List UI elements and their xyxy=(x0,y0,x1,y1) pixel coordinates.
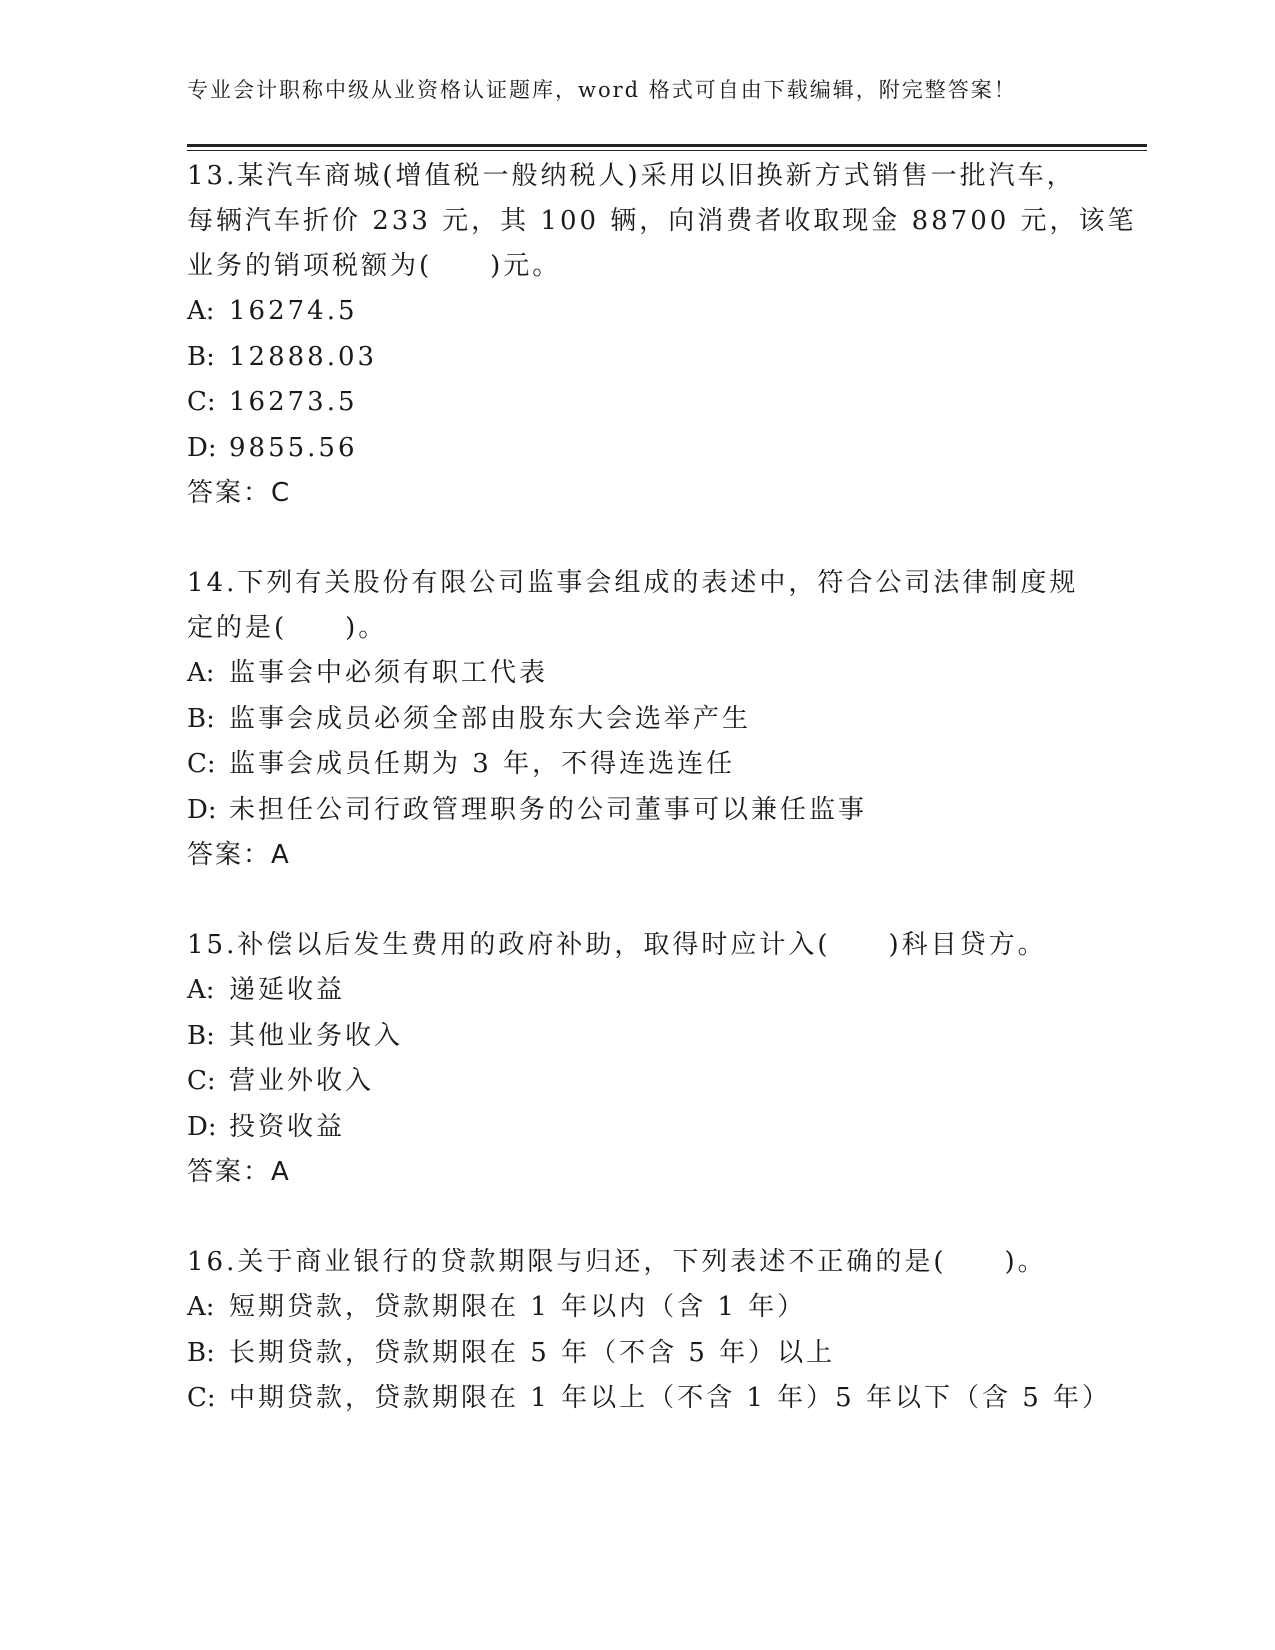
option-c: C: 16273.5 xyxy=(187,387,358,417)
answer-line: 答案：C xyxy=(187,478,292,508)
question-text-line: 业务的销项税额为( )元。 xyxy=(187,251,562,281)
option-d: D: 未担任公司行政管理职务的公司董事可以兼任监事 xyxy=(187,794,868,825)
question-13 xyxy=(187,154,1137,516)
question-15 xyxy=(187,923,1107,1195)
option-d: D: 投资收益 xyxy=(187,1111,346,1142)
header-rule-thick xyxy=(187,144,1147,147)
page-header: 专业会计职称中级从业资格认证题库，word 格式可自由下载编辑，附完整答案！ xyxy=(187,78,1017,102)
option-b: B: 监事会成员必须全部由股东大会选举产生 xyxy=(187,703,752,734)
spacer xyxy=(187,878,1107,923)
option-a: A: 监事会中必须有职工代表 xyxy=(187,658,549,688)
option-a: A: 短期贷款，贷款期限在 1 年以内（含 1 年） xyxy=(187,1292,807,1322)
answer-line: 答案：A xyxy=(187,1157,291,1187)
option-d: D: 9855.56 xyxy=(187,432,358,463)
question-list xyxy=(187,154,1137,1422)
option-b: B: 12888.03 xyxy=(187,341,378,372)
spacer xyxy=(187,1195,1107,1240)
question-text-line: 定的是( )。 xyxy=(187,613,388,643)
question-16 xyxy=(187,1240,1112,1422)
question-text-line: 16.关于商业银行的贷款期限与归还，下列表述不正确的是( )。 xyxy=(187,1247,1047,1277)
spacer xyxy=(187,516,1107,561)
option-c: C: 监事会成员任期为 3 年，不得连选连任 xyxy=(187,749,736,779)
question-text-line: 13.某汽车商城(增值税一般纳税人)采用以旧换新方式销售一批汽车， xyxy=(187,161,1076,191)
header-rule-thin xyxy=(187,150,1147,151)
question-text-line: 15.补偿以后发生费用的政府补助，取得时应计入( )科目贷方。 xyxy=(187,930,1047,960)
option-a: A: 递延收益 xyxy=(187,975,346,1005)
option-c: C: 中期贷款，贷款期限在 1 年以上（不含 1 年）5 年以下（含 5 年） xyxy=(187,1383,1112,1413)
question-text-line: 每辆汽车折价 233 元，其 100 辆，向消费者收取现金 88700 元，该笔 xyxy=(187,206,1137,236)
option-a: A: 16274.5 xyxy=(187,296,358,326)
question-14 xyxy=(187,561,1107,878)
option-b: B: 长期贷款，贷款期限在 5 年（不含 5 年）以上 xyxy=(187,1337,836,1368)
question-text-line: 14.下列有关股份有限公司监事会组成的表述中，符合公司法律制度规 xyxy=(187,568,1079,598)
option-b: B: 其他业务收入 xyxy=(187,1020,404,1051)
option-c: C: 营业外收入 xyxy=(187,1066,375,1096)
answer-line: 答案：A xyxy=(187,840,291,870)
